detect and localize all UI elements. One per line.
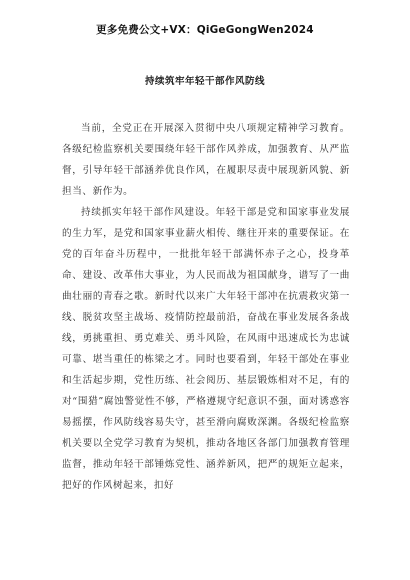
paragraph-2: 持续抓实年轻干部作风建设。年轻干部是党和国家事业发展的生力军，是党和国家事业薪火相传、继往开来的重要保证。在党的百年奋斗历程中，一批批年轻干部满怀赤子之心，投身革命、建设、改革伟大事业，为人民而战为祖国献身，谱写了一曲曲壮丽的青春之歌。新时代以来广大年轻干部冲在抗震救灾第一线、脱贫攻坚主战场、疫情防控最前沿，奋战在事业发展各条战线，勇挑重担、勇克难关、勇斗风险，在风雨中迅速成长为忠诚可靠、堪当重任的栋梁之才。同时也要看到，年轻干部处在事业和生活起步期，党性历练、社会阅历、基层锻炼相对不足，有的对“围猎”腐蚀警觉性不够，严格遵规守纪意识不强，面对诱惑容易摇摆，作风防线容易失守，甚至滑向腐败深渊。各级纪检监察机关要以全党学习教育为契机，推动各地区各部门加强教育管理监督，推动年轻干部锤炼党性、涵养新风，把严的规矩立起来，把好的作风树起来，扣好 <box>62 207 350 491</box>
document-title: 持续筑牢年轻干部作风防线 <box>144 76 265 87</box>
page-header: 更多免费公文+VX：QiGeGongWen2024 <box>96 24 314 36</box>
document-body <box>62 118 350 496</box>
paragraph-1: 当前，全党正在开展深入贯彻中央八项规定精神学习教育。各级纪检监察机关要围绕年轻干部作风养成，加强教育、从严监督，引导年轻干部涵养优良作风，在履职尽责中展现新风貌、新担当、新作为。 <box>62 123 350 197</box>
